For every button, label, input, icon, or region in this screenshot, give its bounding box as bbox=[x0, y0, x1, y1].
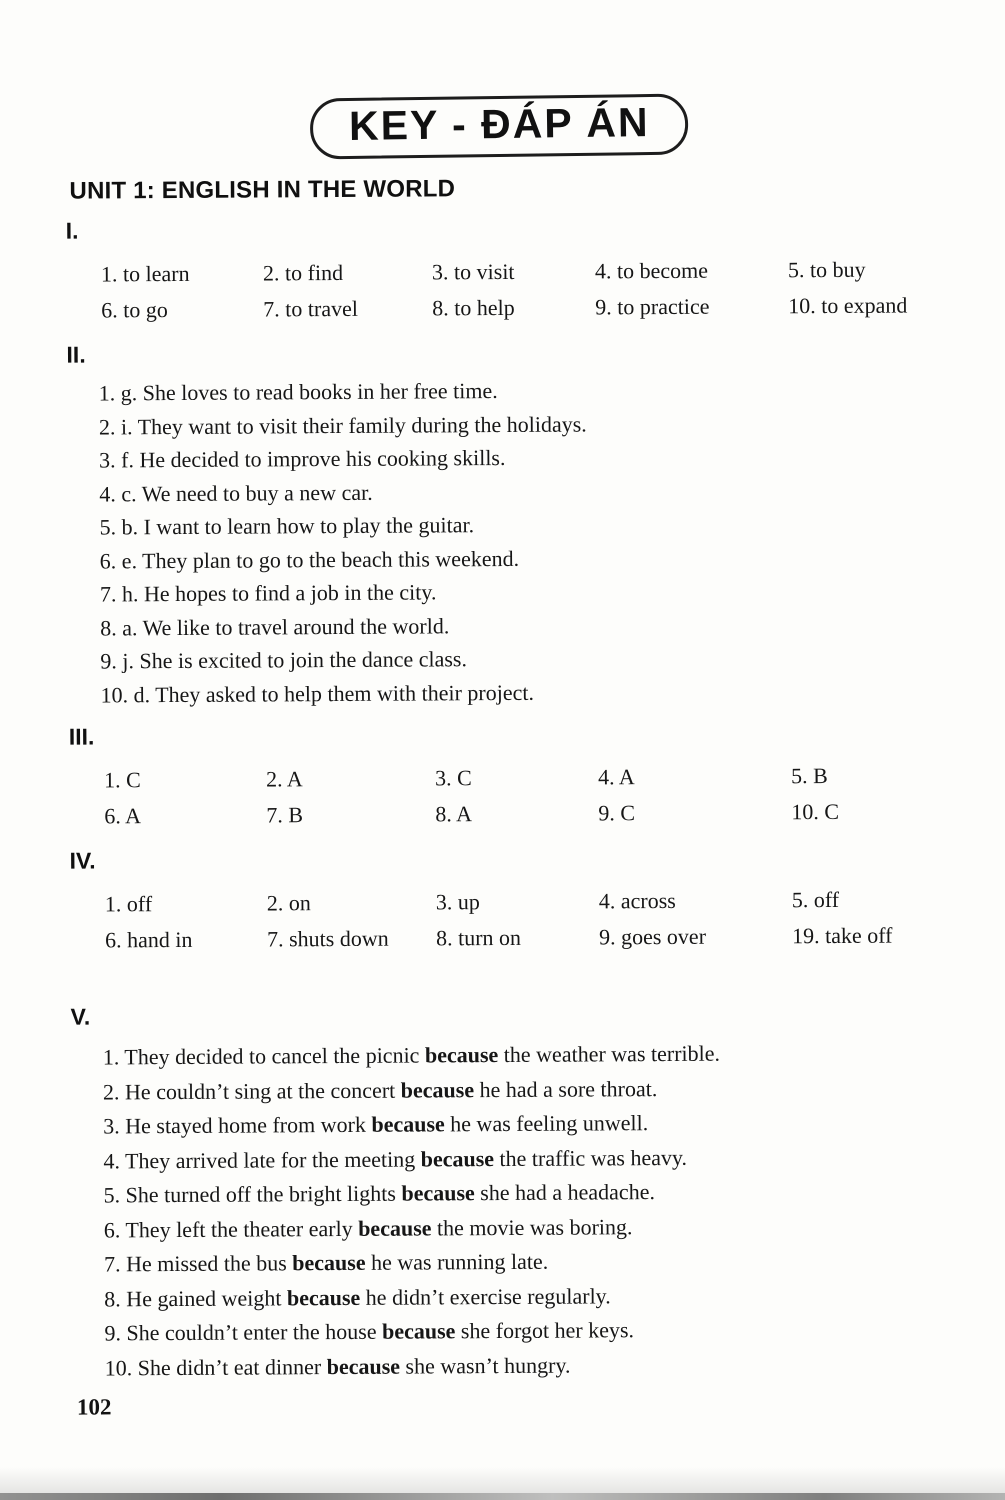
answer-text-before: 7. He missed the bus bbox=[103, 1250, 293, 1277]
answer-cell: 1. off bbox=[104, 891, 153, 917]
answer-text-after: the movie was boring. bbox=[431, 1213, 633, 1240]
answer-cell: 1. C bbox=[104, 767, 141, 793]
answer-text-before: 6. They left the theater early bbox=[103, 1215, 359, 1242]
answer-cell: 7. to travel bbox=[263, 295, 358, 322]
answer-line bbox=[103, 1070, 968, 1110]
answer-text-before: 9. She couldn’t enter the house bbox=[104, 1318, 383, 1346]
answer-line: 3. f. He decided to improve his cooking skills. bbox=[99, 444, 506, 473]
page-number: 102 bbox=[76, 1394, 112, 1420]
answer-text-after: the traffic was heavy. bbox=[493, 1144, 688, 1171]
answer-text-after: the weather was terrible. bbox=[498, 1040, 721, 1068]
answer-text-before: 8. He gained weight bbox=[104, 1284, 288, 1311]
answer-cell: 2. on bbox=[266, 890, 311, 916]
answer-text-after: he was feeling unwell. bbox=[444, 1110, 649, 1137]
answer-text-before: 2. He couldn’t sing at the concert bbox=[102, 1077, 401, 1104]
answer-cell: 7. shuts down bbox=[266, 925, 389, 952]
key-title-box bbox=[310, 94, 689, 160]
answer-text-before: 3. He stayed home from work bbox=[103, 1111, 372, 1139]
answer-line: 4. c. We need to buy a new car. bbox=[99, 479, 373, 506]
answer-cell: 8. A bbox=[435, 801, 473, 827]
because-keyword: because bbox=[401, 1180, 475, 1206]
answer-cell: 9. C bbox=[598, 800, 636, 826]
answer-cell: 5. B bbox=[791, 763, 828, 789]
answer-text-before: 4. They arrived late for the meeting bbox=[103, 1146, 421, 1173]
because-keyword: because bbox=[326, 1353, 401, 1379]
answer-cell: 8. to help bbox=[432, 294, 515, 321]
answer-cell: 5. off bbox=[791, 886, 840, 913]
answer-cell: 4. to become bbox=[594, 257, 709, 284]
answer-cell: 7. B bbox=[266, 802, 304, 828]
answer-line: 7. h. He hopes to find a job in the city. bbox=[99, 579, 437, 607]
answer-cell: 10. to expand bbox=[788, 292, 908, 319]
answer-text-after: he had a sore throat. bbox=[473, 1075, 658, 1102]
section-5-label: V. bbox=[70, 1003, 91, 1030]
answer-line bbox=[104, 1208, 969, 1248]
answer-line: 6. e. They plan to go to the beach this weekend. bbox=[99, 545, 520, 573]
because-keyword: because bbox=[381, 1318, 456, 1344]
answer-cell: 3. up bbox=[435, 889, 480, 915]
answer-cell: 4. across bbox=[598, 887, 676, 914]
answer-cell: 19. take off bbox=[791, 922, 893, 949]
because-keyword: because bbox=[424, 1042, 499, 1068]
section-4-label: IV. bbox=[69, 847, 96, 874]
answer-line: 1. g. She loves to read books in her free time. bbox=[98, 378, 498, 406]
answer-text-before: 10. She didn’t eat dinner bbox=[104, 1353, 327, 1380]
answer-text-after: he didn’t exercise regularly. bbox=[360, 1282, 611, 1310]
answer-text-after: he was running late. bbox=[365, 1248, 549, 1275]
section-5-answers bbox=[103, 1035, 970, 1385]
answer-cell: 8. turn on bbox=[435, 924, 522, 951]
because-keyword: because bbox=[371, 1111, 445, 1137]
answer-line bbox=[104, 1242, 969, 1282]
answer-line: 8. a. We like to travel around the world. bbox=[100, 612, 450, 640]
answer-cell: 2. A bbox=[266, 766, 303, 792]
page-title: KEY - ĐÁP ÁN bbox=[349, 99, 651, 149]
answer-line: 5. b. I want to learn how to play the guitar. bbox=[99, 512, 475, 540]
section-2-label: II. bbox=[66, 341, 86, 368]
answer-cell: 5. to buy bbox=[787, 256, 866, 283]
because-keyword: because bbox=[358, 1214, 432, 1241]
because-keyword: because bbox=[420, 1145, 495, 1172]
answer-cell: 10. C bbox=[791, 798, 840, 825]
answer-line bbox=[105, 1346, 970, 1386]
answer-text-before: 5. She turned off the bright lights bbox=[103, 1180, 402, 1208]
answer-cell: 6. to go bbox=[101, 297, 168, 323]
answer-line bbox=[103, 1104, 968, 1144]
answer-text-before: 1. They decided to cancel the picnic bbox=[102, 1042, 425, 1070]
section-1-label: I. bbox=[65, 217, 79, 244]
scan-shadow bbox=[0, 1467, 1005, 1493]
answer-line bbox=[104, 1277, 969, 1317]
scan-edge bbox=[0, 1493, 1005, 1500]
answer-line bbox=[103, 1139, 968, 1179]
unit-heading: UNIT 1: ENGLISH IN THE WORLD bbox=[69, 175, 456, 205]
section-3-answers bbox=[104, 757, 966, 833]
because-keyword: because bbox=[292, 1249, 366, 1276]
answer-cell: 4. A bbox=[598, 764, 635, 790]
answer-text-after: she had a headache. bbox=[474, 1179, 656, 1206]
answer-cell: 9. to practice bbox=[595, 293, 710, 320]
section-2-answers bbox=[99, 371, 966, 711]
answer-line: 9. j. She is excited to join the dance class. bbox=[100, 646, 468, 674]
because-keyword: because bbox=[286, 1284, 361, 1310]
answer-line: 10. d. They asked to help them with their project. bbox=[100, 679, 535, 707]
answer-cell: 6. A bbox=[104, 803, 142, 829]
section-4-answers bbox=[105, 881, 967, 957]
title-wrap bbox=[0, 93, 1002, 160]
answer-text-after: she forgot her keys. bbox=[455, 1317, 635, 1344]
because-keyword: because bbox=[400, 1076, 475, 1103]
section-3-label: III. bbox=[68, 723, 95, 750]
answer-line bbox=[104, 1311, 969, 1351]
answer-line: 2. i. They want to visit their family during the holidays. bbox=[98, 410, 587, 439]
answer-line bbox=[104, 1173, 969, 1213]
answer-line bbox=[103, 1035, 968, 1075]
answer-cell: 2. to find bbox=[262, 259, 344, 286]
section-1-answers bbox=[101, 251, 963, 327]
answer-cell: 9. goes over bbox=[598, 923, 707, 950]
answer-cell: 3. C bbox=[435, 765, 472, 791]
answer-text-after: she wasn’t hungry. bbox=[399, 1352, 571, 1379]
answer-cell: 1. to learn bbox=[100, 260, 190, 287]
answer-cell: 6. hand in bbox=[104, 926, 193, 953]
answer-cell: 3. to visit bbox=[431, 258, 515, 285]
